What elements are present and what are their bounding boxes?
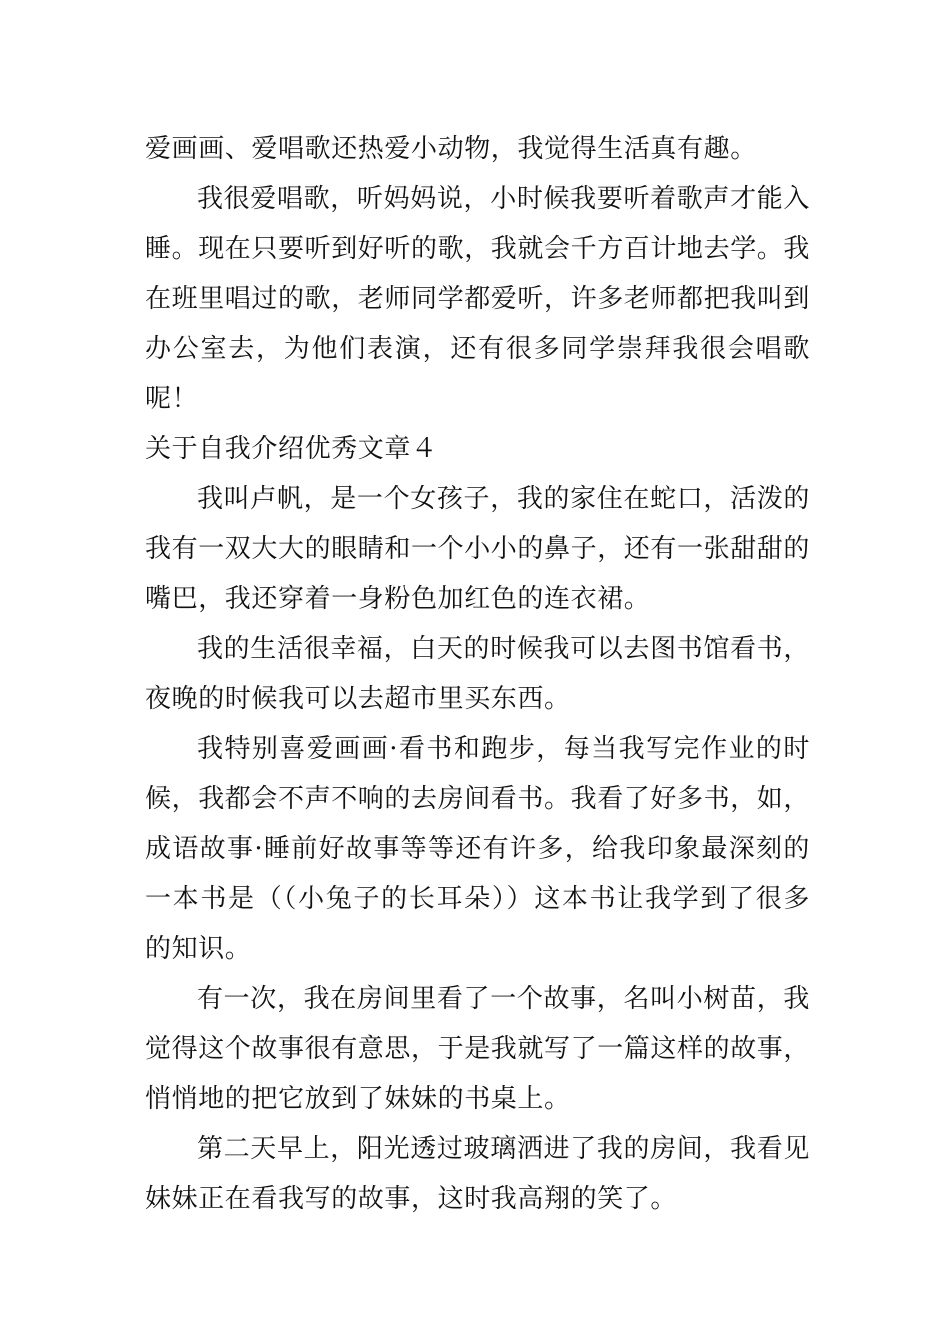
paragraph: 有一次，我在房间里看了一个故事，名叫小树苗，我觉得这个故事很有意思，于是我就写了一篇这样的故事，悄悄地的把它放到了妹妹的书桌上。 (145, 984, 811, 1114)
paragraph: 第二天早上，阳光透过玻璃洒进了我的房间，我看见妹妹正在看我写的故事，这时我高翔的笑了。 (145, 1134, 810, 1214)
section-heading: 关于自我介绍优秀文章４ (145, 434, 438, 464)
paragraph: 我的生活很幸福，白天的时候我可以去图书馆看书，夜晚的时候我可以去超市里买东西。 (145, 634, 810, 714)
paragraph-continuation: 爱画画、爱唱歌还热爱小动物，我觉得生活真有趣。 (145, 134, 757, 164)
paragraph-singing: 我很爱唱歌，听妈妈说，小时候我要听着歌声才能入睡。现在只要听到好听的歌，我就会千方百计地去学。我在班里唱过的歌，老师同学都爱听，许多老师都把我叫到办公室去，为他们表演，还有很多同学崇拜我很会唱歌呢！ (145, 184, 811, 414)
paragraph: 我叫卢帆，是一个女孩子，我的家住在蛇口，活泼的我有一双大大的眼睛和一个小小的鼻子，还有一张甜甜的嘴巴，我还穿着一身粉色加红色的连衣裙。 (145, 484, 811, 614)
article-section (145, 424, 810, 1224)
paragraph: 我特别喜爱画画·看书和跑步，每当我写完作业的时候，我都会不声不响的去房间看书。我看了好多书，如，成语故事·睡前好故事等等还有许多，给我印象最深刻的一本书是（（小兔子的长耳朵））这本书让我学到了很多的知识。 (145, 734, 811, 964)
previous-article-tail (145, 124, 810, 424)
